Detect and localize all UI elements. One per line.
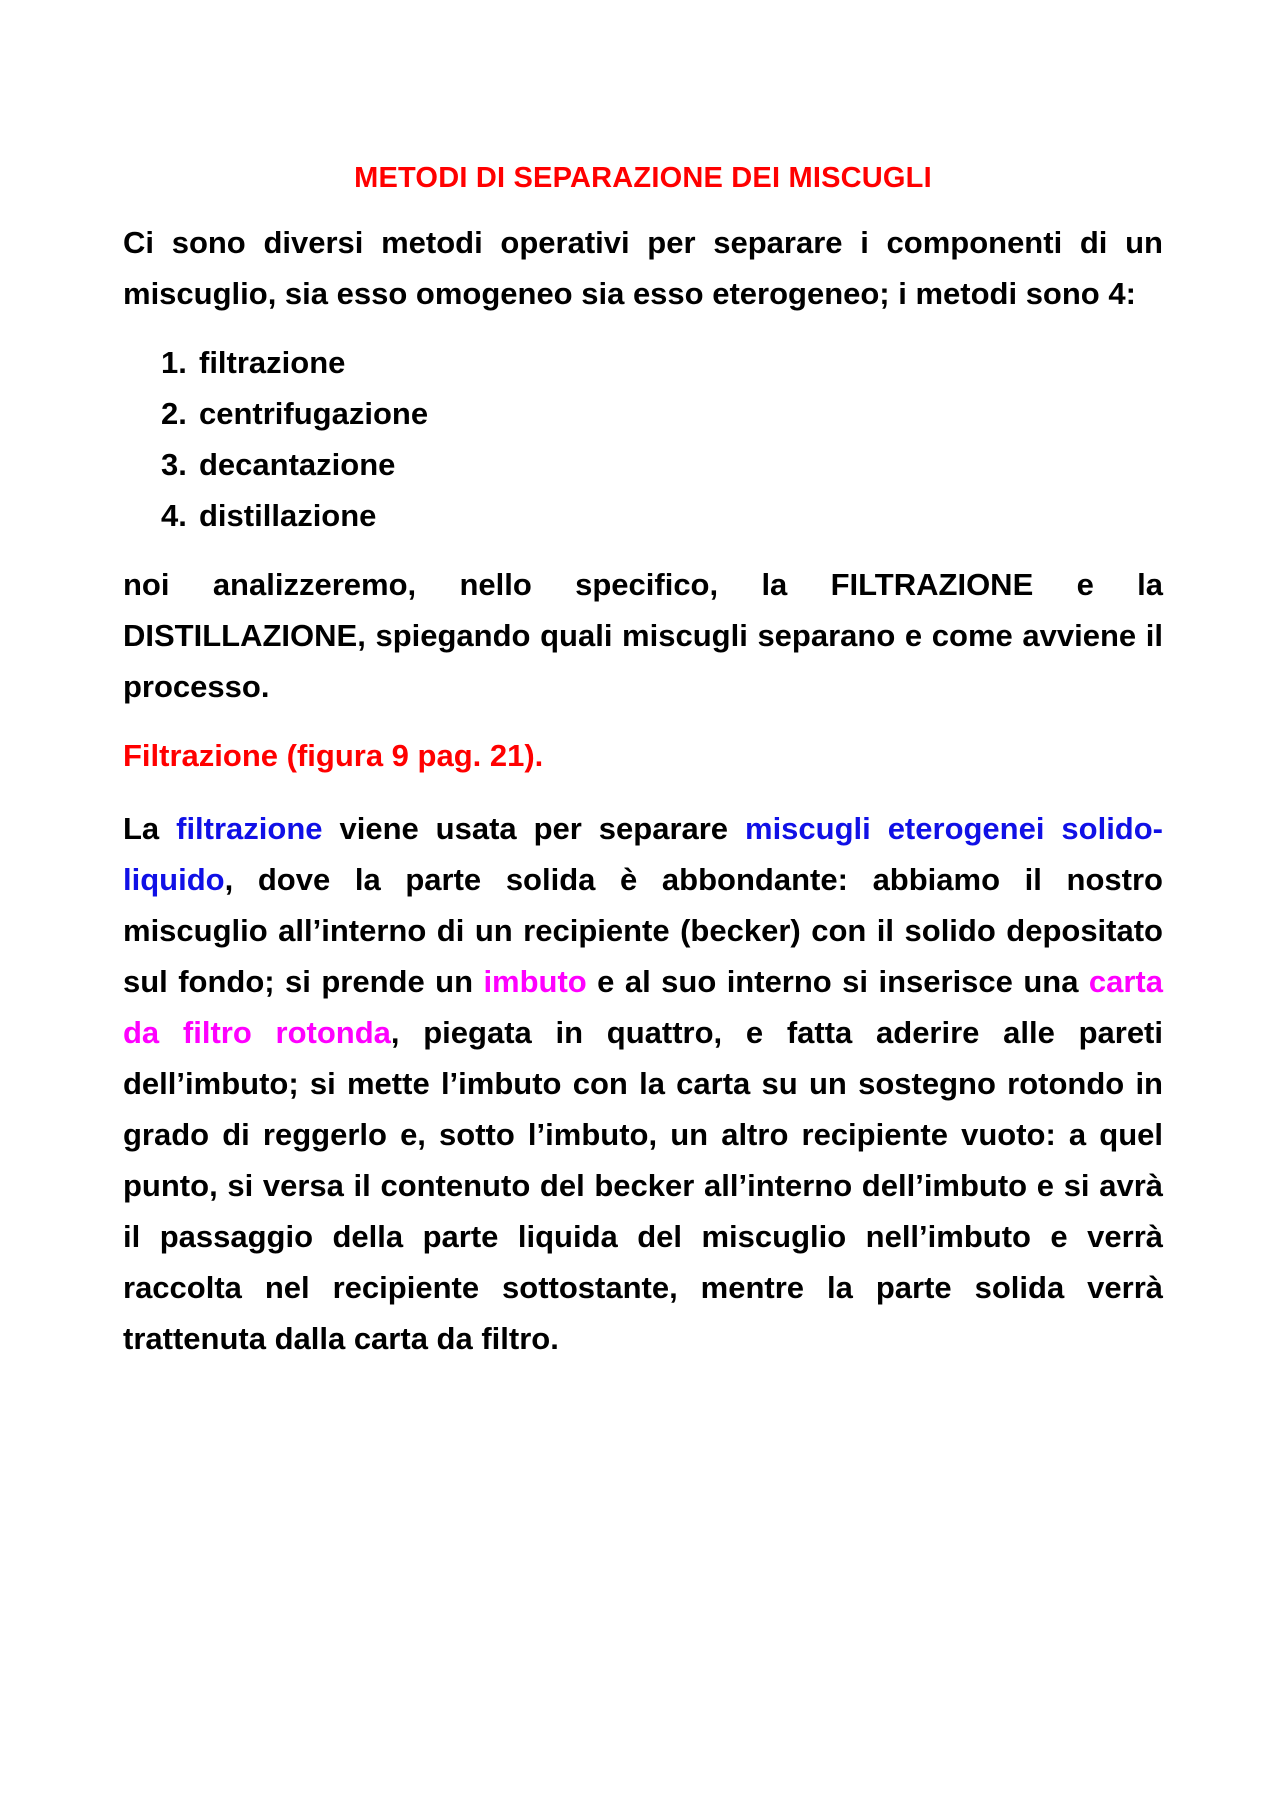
methods-list <box>161 337 1163 541</box>
list-item <box>161 337 1163 388</box>
section-title-filtrazione: Filtrazione (figura 9 pag. 21). <box>123 738 544 773</box>
list-item <box>161 439 1163 490</box>
text-run: viene usata per separare <box>322 811 745 846</box>
intro-paragraph: Ci sono diversi metodi operativi per separare i componenti di un miscuglio, sia esso omogeneo sia esso eterogeneo; i metodi sono 4: <box>123 225 1163 311</box>
list-item-number: 4. <box>161 498 187 533</box>
list-item-label: distillazione <box>199 498 377 533</box>
list-item <box>161 490 1163 541</box>
text-run: , piegata in quattro, e fatta aderire alle pareti dell’imbuto; si mette l’imbuto con la carta su un sostegno rotondo in grado di reggerlo e, sotto l’imbuto, un altro recipiente vuoto: a quel punto, si versa il contenuto del becker all’interno dell’imbuto e si avrà il passaggio della parte liquida del miscuglio nell’imbuto e verrà raccolta nel recipiente sottostante, mentre la parte solida verrà trattenuta dalla carta da filtro. <box>123 1015 1163 1356</box>
filtration-paragraph <box>123 803 1163 1364</box>
keyword-filtrazione: filtrazione <box>176 811 323 846</box>
keyword-carta-da-filtro: carta da filtro rotonda <box>123 964 1163 1050</box>
page-title: METODI DI SEPARAZIONE DEI MISCUGLI <box>354 162 932 194</box>
text-run: e al suo interno si inserisce una <box>586 964 1089 999</box>
keyword-imbuto: imbuto <box>483 964 587 999</box>
analysis-paragraph: noi analizzeremo, nello specifico, la FILTRAZIONE e la DISTILLAZIONE, spiegando quali miscugli separano e come avviene il processo. <box>123 567 1163 704</box>
list-item-number: 2. <box>161 396 187 431</box>
document-page <box>123 150 1163 1364</box>
list-item-label: filtrazione <box>199 345 346 380</box>
keyword-miscugli-eterogenei: miscugli eterogenei solido-liquido <box>123 811 1164 897</box>
list-item-number: 3. <box>161 447 187 482</box>
text-run: , dove la parte solida è abbondante: abbiamo il nostro miscuglio all’interno di un recipiente (becker) con il solido depositato sul fondo; si prende un <box>123 862 1163 999</box>
list-item-label: decantazione <box>199 447 396 482</box>
text-run: La <box>123 811 177 846</box>
list-item-number: 1. <box>161 345 187 380</box>
list-item-label: centrifugazione <box>199 396 429 431</box>
list-item <box>161 388 1163 439</box>
